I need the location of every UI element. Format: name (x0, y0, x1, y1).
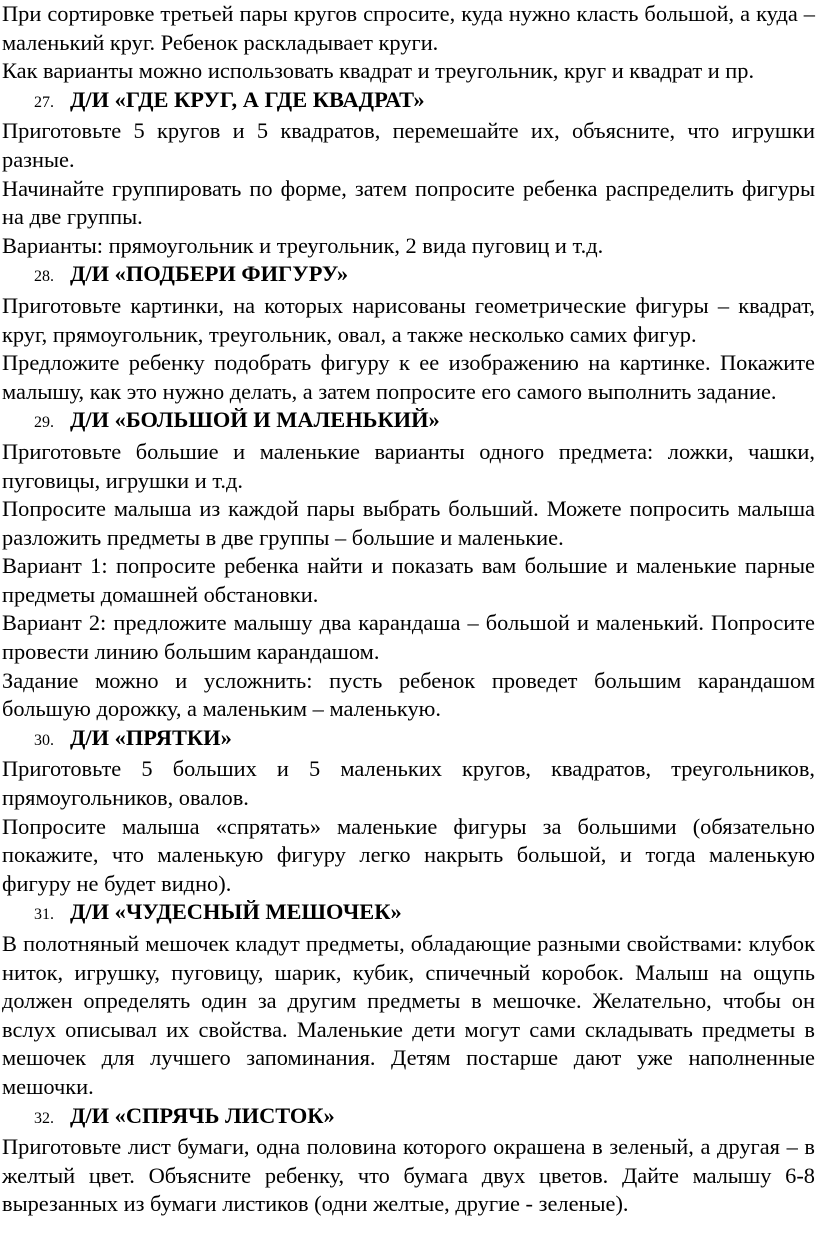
section-paragraph: Приготовьте лист бумаги, одна половина которого окрашена в зеленый, а другая – в желтый цвет. Объясните ребенку, что бумага двух цветов. Дайте малышу 6-8 вырезанных из бумаги листиков (одни желтые, другие - зеленые). (2, 1134, 815, 1217)
section-number: 30. (34, 731, 54, 749)
section-number: 31. (34, 906, 54, 924)
section-heading (2, 1102, 815, 1134)
section-heading (2, 86, 815, 118)
section-title: Д/И «ГДЕ КРУГ, А ГДЕ КВАДРАТ» (70, 86, 425, 112)
section-paragraph: Попросите малыша из каждой пары выбрать больший. Можете попросить малыша разложить предметы в две группы – большие и маленькие. (2, 496, 815, 550)
section-number: 29. (34, 414, 54, 432)
section-number: 27. (34, 93, 54, 111)
section-paragraph: Варианты: прямоугольник и треугольник, 2 вида пуговиц и т.д. (2, 232, 604, 258)
section-heading (2, 898, 815, 930)
section-paragraph: Задание можно и усложнить: пусть ребенок проведет большим карандашом большую дорожку, а маленьким – маленькую. (2, 667, 815, 722)
section-heading (2, 260, 815, 292)
section-paragraph: Приготовьте картинки, на которых нарисованы геометрические фигуры – квадрат, круг, прямоугольник, треугольник, овал, а также несколько самих фигур. (2, 292, 815, 347)
section-paragraph: Вариант 2: предложите малышу два карандаша – большой и маленький. Попросите провести линию большим карандашом. (2, 610, 815, 665)
section-paragraph: Приготовьте большие и маленькие варианты одного предмета: ложки, чашки, пуговицы, игрушки и т.д. (2, 438, 815, 493)
intro-paragraph: При сортировке третьей пары кругов спросите, куда нужно класть большой, а куда – маленький круг. Ребенок раскладывает круги. (2, 1, 815, 55)
section-paragraph: Попросите малыша «спрятать» маленькие фигуры за большими (обязательно покажите, что маленькую фигуру легко накрыть большой, и тогда маленькую фигуру не будет видно). (2, 813, 815, 896)
section-paragraph: Приготовьте 5 кругов и 5 квадратов, перемешайте их, объясните, что игрушки разные. (2, 118, 815, 172)
section-paragraph: Вариант 1: попросите ребенка найти и показать вам большие и маленькие парные предметы домашней обстановки. (2, 553, 815, 607)
section-heading (2, 724, 815, 756)
section-title: Д/И «БОЛЬШОЙ И МАЛЕНЬКИЙ» (70, 407, 440, 433)
section-paragraph: В полотняный мешочек кладут предметы, обладающие разными свойствами: клубок ниток, игрушку, пуговицу, шарик, кубик, спичечный коробок. Малыш на ощупь должен определять один за другим предметы в мешочке. Желательно, чтобы он вслух описывал их свойства. Маленькие дети могут сами складывать предметы в мешочек для лучшего запоминания. Детям постарше дают уже наполненные мешочки. (2, 931, 815, 1099)
section-number: 28. (34, 268, 54, 286)
section-title: Д/И «ПОДБЕРИ ФИГУРУ» (70, 261, 349, 287)
section-number: 32. (34, 1109, 54, 1127)
section-title: Д/И «ЧУДЕСНЫЙ МЕШОЧЕК» (70, 899, 402, 925)
section-title: Д/И «СПРЯЧЬ ЛИСТОК» (70, 1102, 335, 1128)
intro-paragraph: Как варианты можно использовать квадрат и треугольник, круг и квадрат и пр. (2, 58, 755, 84)
section-title: Д/И «ПРЯТКИ» (70, 724, 232, 750)
section-paragraph: Предложите ребенку подобрать фигуру к ее изображению на картинке. Покажите малышу, как это нужно делать, а затем попросите его самого выполнить задание. (2, 350, 815, 404)
section-paragraph: Приготовьте 5 больших и 5 маленьких кругов, квадратов, треугольников, прямоугольников, овалов. (2, 756, 815, 811)
section-heading (2, 406, 815, 438)
section-paragraph: Начинайте группировать по форме, затем попросите ребенка распределить фигуры на две группы. (2, 175, 815, 230)
